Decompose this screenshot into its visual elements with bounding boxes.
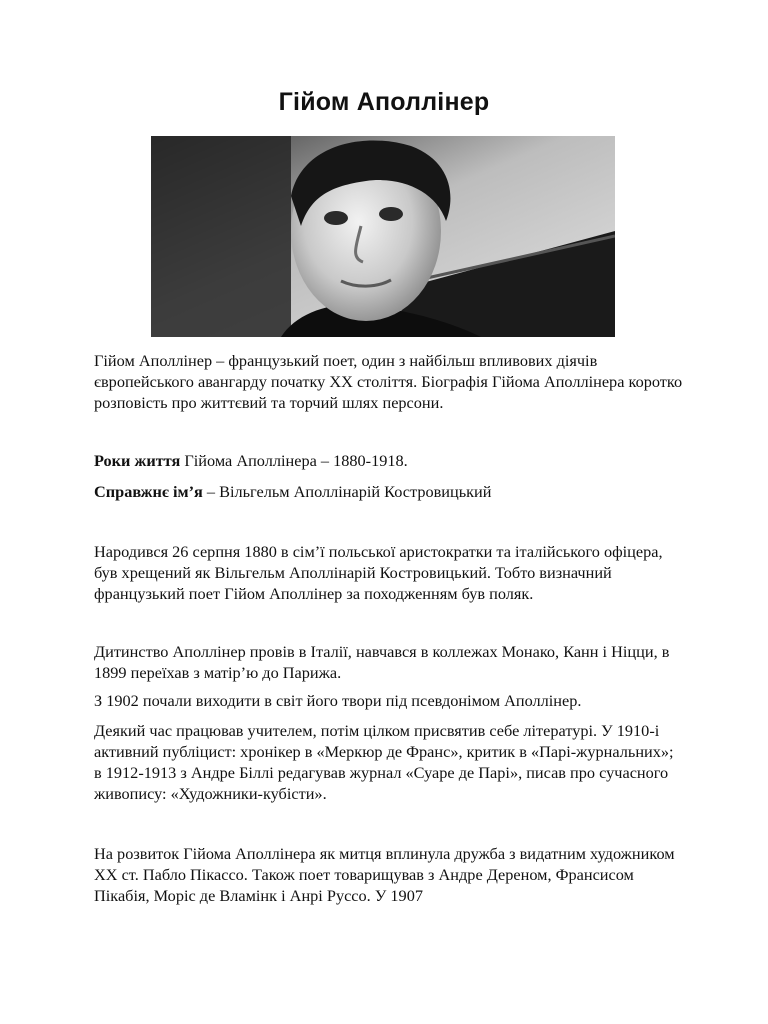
realname-label: Справжнє ім’я xyxy=(94,482,203,501)
years-label: Роки життя xyxy=(94,451,181,470)
career-paragraph: Деякий час працював учителем, потім цілком присвятив себе літературі. У 1910-і активний публіцист: хронікер в «Меркюр де Франс», критик в «Парі-журнальних»; в 1912-1913 з Андре Біллі редагував журнал «Суаре де Парі», писав про сучасного живопису: «Художники-кубісти». xyxy=(94,721,674,803)
realname-line xyxy=(94,481,684,502)
portrait-image xyxy=(151,136,615,337)
years-text: Гійома Аполлінера – 1880-1918. xyxy=(180,451,408,470)
birth-paragraph: Народився 26 серпня 1880 в сім’ї польської аристократки та італійського офіцера, був хрещений як Вільгельм Аполлінарій Костровицький. Тобто визначний французький поет Гійом Аполлінер за походженням був поляк. xyxy=(94,542,663,603)
friendship-paragraph: На розвиток Гійома Аполлінера як митця вплинула дружба з видатним художником ХХ ст. Пабло Пікассо. Також поет товарищував з Андре Дереном, Франсисом Пікабія, Моріс де Вламінк і Анрі Руссо. У 1907 xyxy=(94,844,675,905)
portrait-photo xyxy=(151,136,615,337)
realname-text: – Вільгельм Аполлінарій Костровицький xyxy=(202,482,492,501)
pseudonym-paragraph: З 1902 почали виходити в світ його твори під псевдонімом Аполлінер. xyxy=(94,691,582,710)
childhood-paragraph: Дитинство Аполлінер провів в Італії, навчався в коллежах Монако, Канн і Ніцци, в 1899 переїхав з матір’ю до Парижа. xyxy=(94,642,670,682)
years-line xyxy=(94,450,684,471)
page-title: Гійом Аполлінер xyxy=(278,88,490,116)
intro-paragraph: Гійом Аполлінер – французький поет, один з найбільш впливових діячів європейського авангарду початку ХХ століття. Біографія Гійома Аполлінера коротко розповість про життєвий та торчий шлях персони. xyxy=(94,351,683,412)
